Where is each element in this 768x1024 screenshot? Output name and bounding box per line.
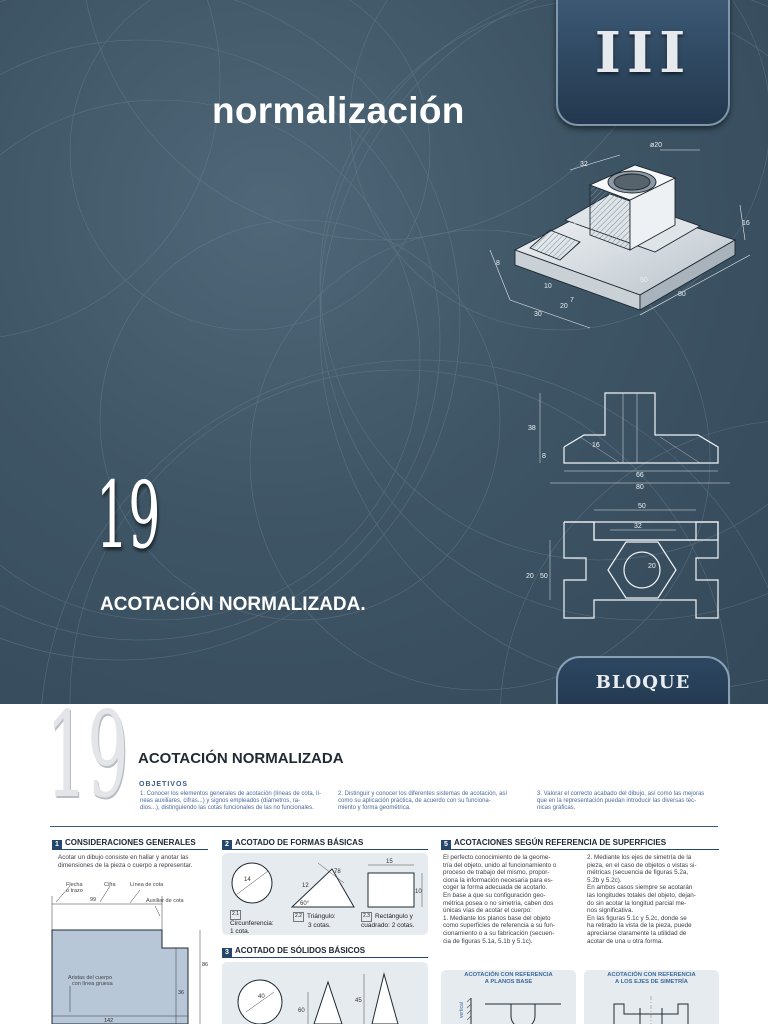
dim-iso-11: 16 — [742, 220, 750, 227]
cover-title: normalización — [212, 90, 465, 131]
dim-iso-3: 15 — [570, 223, 578, 230]
section-2-number: 2 — [222, 840, 232, 850]
dim-86: 86 — [202, 962, 209, 968]
isometric-drawing — [470, 130, 760, 330]
dim-142: 142 — [104, 1018, 114, 1024]
section-2-rule — [222, 849, 428, 850]
caption-triangle-line-1: Triángulo: — [306, 913, 336, 920]
bloque-label: BLOQUE — [595, 672, 691, 693]
dim-99: 99 — [90, 897, 97, 903]
sec5-col1-line-12: cia de figuras 5.1a, 5.1b y 5.1c). — [443, 937, 533, 945]
dim-shape-78: 78 — [334, 869, 341, 875]
section-3-rule — [222, 957, 428, 958]
section-1-number: 1 — [52, 840, 62, 850]
dim-solid-45: 45 — [355, 998, 362, 1004]
objective-3-line-2: que en la representación puedan introducir las diversas téc- — [537, 798, 697, 805]
sec5-col2-line-2: pieza, en el caso de objetos o vistas si- — [587, 861, 697, 869]
dim-elev-1: 38 — [528, 425, 536, 432]
caption-circle-tag: 2.1 — [230, 910, 241, 920]
sec5-col1-line-7: métrica posea o no simetría, caben dos — [443, 899, 554, 907]
block-tab — [556, 0, 730, 126]
caption-circle — [230, 910, 274, 935]
sec5-col2-line-5: En ambos casos siempre se acotarán — [587, 884, 693, 892]
block-roman-numeral: III — [594, 20, 692, 86]
section-5-column-2 — [587, 854, 721, 945]
section-1-text-line-2: dimensiones de la pieza o cuerpo a representar. — [58, 861, 193, 869]
dim-solid-60: 60 — [298, 1008, 305, 1014]
dim-elev-3: 8 — [542, 453, 546, 460]
sec5-col1-line-10: como superficies de referencia a su fun- — [443, 922, 556, 930]
dim-solid-40: 40 — [258, 994, 265, 1000]
document-page — [0, 704, 768, 1024]
dim-shape-14: 14 — [244, 877, 251, 883]
section-3-number: 3 — [222, 948, 232, 958]
sec5-col2-line-3: métricas (secuencia de figuras 5.2a, — [587, 869, 689, 877]
planos-base-figure — [441, 988, 576, 1024]
sec5-col2-line-8: nos significativa. — [587, 907, 634, 915]
dim-shape-10: 10 — [415, 889, 422, 895]
sec5-col2-line-10: ha retirado la vista de la pieza, puede — [587, 922, 692, 930]
caption-circle-line-1: Circunferencia: — [230, 919, 274, 927]
section-5-rule — [441, 849, 719, 850]
sec5-col2-line-4: 5.2b y 5.2c). — [587, 876, 622, 884]
dim-iso-8: 7 — [570, 297, 574, 304]
dim-iso-10: 80 — [678, 291, 686, 298]
label-linea-de-cota: Línea de cota — [130, 882, 164, 888]
dim-elev-2: 16 — [592, 442, 600, 449]
dim-plan-5: 20 — [526, 573, 534, 580]
objectives-label: OBJETIVOS — [139, 781, 189, 788]
dim-shape-60deg: 60° — [300, 901, 310, 907]
sec5-col1-line-5: coger la forma adecuada de acotarlo. — [443, 884, 548, 892]
page-chapter-number: 19 — [46, 704, 129, 824]
dim-iso-5: 10 — [544, 283, 552, 290]
section-1-text-line-1: Acotar un dibujo consiste en hallar y anotar las — [58, 854, 189, 861]
section-1-title: CONSIDERACIONES GENERALES — [65, 838, 196, 847]
ejes-simetria-heading-line-2: A LOS EJES DE SIMETRÍA — [615, 979, 688, 985]
objective-1-line-2: neas auxiliares, cifras...) y signos empleados (diámetros, ra- — [140, 798, 301, 805]
objective-3-line-3: nicas gráficas. — [537, 805, 576, 812]
page-title: ACOTACIÓN NORMALIZADA — [138, 750, 344, 767]
dim-iso-1: ø20 — [650, 142, 663, 149]
dim-plan-4: 50 — [540, 573, 548, 580]
section-1-text — [58, 854, 208, 869]
basic-shapes-figure — [222, 853, 428, 913]
ejes-simetria-figure — [584, 988, 719, 1024]
sec5-col2-line-6: las longitudes totales del objeto, dejan- — [587, 891, 696, 899]
vertical-plane-label: vertical — [459, 1002, 465, 1018]
label-flecha: Flecha — [66, 882, 83, 888]
sec5-col1-line-9: 1. Mediante los planos base del objeto — [443, 914, 551, 922]
sec5-col1-line-4: ciona la información necesaria para es- — [443, 876, 553, 884]
caption-rectangle — [361, 912, 414, 930]
sec5-col1-line-2: tría del objeto, unido al funcionamiento o — [443, 861, 557, 869]
objective-3 — [537, 791, 727, 813]
objective-1-line-1: 1. Conocer los elementos generales de acotación (líneas de cota, lí- — [140, 791, 322, 797]
dim-shape-12: 12 — [302, 883, 309, 889]
sec5-col1-line-3: proceso de trabajo del mismo, propor- — [443, 869, 550, 877]
chapter-number: 19 — [96, 462, 161, 569]
caption-rectangle-tag: 2.3 — [361, 912, 372, 922]
sec5-col1-line-11: cionamiento o a su fabricación (secuen- — [443, 929, 555, 937]
ejes-simetria-heading-line-1: ACOTACIÓN CON REFERENCIA — [607, 972, 696, 978]
objective-1-line-3: dios...), distinguiendo las cotas funcionales de las no funcionales. — [140, 805, 314, 812]
dim-36: 36 — [178, 990, 185, 996]
sec5-col2-line-12: acotar de una u otra forma. — [587, 937, 663, 945]
dim-iso-6: 50 — [640, 277, 648, 284]
dim-iso-9: 30 — [534, 311, 542, 318]
caption-triangle-line-2: 3 cotas. — [308, 921, 331, 929]
objective-2 — [338, 791, 528, 813]
bloque-tab — [556, 656, 730, 704]
dim-iso-2: 32 — [580, 161, 588, 168]
label-linea-gruesa: con línea gruesa — [72, 981, 113, 987]
objective-2-line-3: miento y forma geométrica. — [338, 805, 411, 812]
section-3-title: ACOTADO DE SÓLIDOS BÁSICOS — [235, 946, 366, 955]
sec5-col2-line-1: 2. Mediante los ejes de simetría de la — [587, 854, 692, 861]
header-rule — [50, 826, 718, 827]
label-aristas: Aristas del cuerpo — [68, 975, 113, 981]
objective-2-line-1: 2. Distinguir y conocer los diferentes sistemas de acotación, así — [338, 791, 508, 797]
label-o-trazo: o trazo — [66, 888, 83, 894]
label-cifra: Cifra — [104, 882, 116, 888]
sec5-col2-line-7: do sin acotar la longitud parcial me- — [587, 899, 687, 907]
plan-view — [520, 500, 740, 625]
basic-solids-figure — [222, 962, 428, 1024]
section-5-number: 5 — [441, 840, 451, 850]
dim-plan-2: 32 — [634, 523, 642, 530]
planos-base-heading-line-1: ACOTACIÓN CON REFERENCIA — [464, 972, 553, 978]
objective-1 — [140, 791, 330, 813]
planos-base-heading-line-2: A PLANOS BASE — [484, 979, 533, 985]
section-5-title: ACOTACIONES SEGÚN REFERENCIA DE SUPERFICIES — [454, 838, 667, 847]
objective-3-line-1: 3. Valorar el correcto acabado del dibujo, así como las mejoras — [537, 791, 705, 797]
dim-iso-4: 8 — [496, 260, 500, 267]
section-2-title: ACOTADO DE FORMAS BÁSICAS — [235, 838, 364, 847]
sec5-col2-line-9: En las figuras 5.1c y 5.2c, donde se — [587, 914, 687, 922]
sec5-col1-line-8: únicas vías de acotar el cuerpo: — [443, 907, 532, 915]
dim-plan-1: 50 — [638, 503, 646, 510]
dim-iso-7: 20 — [560, 303, 568, 310]
dim-shape-15: 15 — [386, 859, 393, 865]
sec5-col1-line-1: El perfecto conocimiento de la geome- — [443, 854, 551, 861]
dim-elev-5: 80 — [636, 484, 644, 491]
caption-rectangle-line-2: cuadrado: 2 cotas. — [361, 921, 415, 929]
ejes-simetria-heading — [584, 972, 719, 986]
caption-rectangle-line-1: Rectángulo y — [374, 913, 413, 920]
sec5-col1-line-6: En base a que su configuración geo- — [443, 891, 546, 899]
sec5-col2-line-11: apreciarse claramente la utilidad de — [587, 929, 687, 937]
section-5-column-1 — [443, 854, 579, 945]
section-1-figure — [40, 876, 212, 1024]
dim-elev-4: 66 — [636, 472, 644, 479]
caption-triangle-tag: 2.2 — [293, 912, 304, 922]
objective-2-line-2: como su aplicación práctica, de acuerdo con su funciona- — [338, 798, 491, 805]
dim-plan-3: 20 — [648, 563, 656, 570]
caption-circle-line-2: 1 cota. — [230, 927, 250, 935]
caption-triangle — [293, 912, 336, 930]
front-elevation — [520, 385, 740, 495]
chapter-title: ACOTACIÓN NORMALIZADA. — [100, 594, 366, 615]
label-auxiliar-de-cota: Auxiliar de cota — [146, 898, 184, 904]
section-1-rule — [52, 849, 208, 850]
planos-base-heading — [441, 972, 576, 986]
